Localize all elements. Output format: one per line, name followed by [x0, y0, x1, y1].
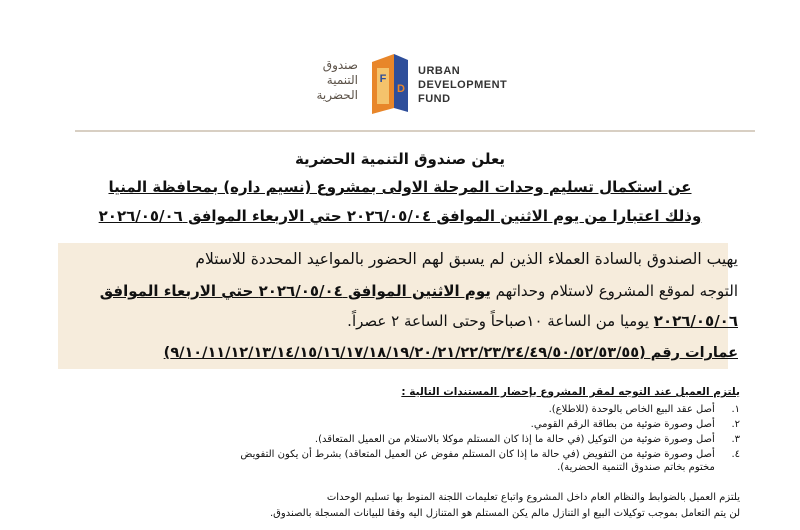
- band-line-3-hours: يوميا من الساعة ١٠صباحاً وحتى الساعة ٢ عصراً.: [347, 312, 654, 330]
- logo-arabic-name: [280, 58, 358, 103]
- svg-text:F: F: [379, 73, 387, 85]
- item-text: أصل وصورة ضوئية من التوكيل (في حالة ما إذا كان المستلم موكلا بالاستلام من العميل المتعاقد).: [314, 434, 715, 445]
- band-line-3: [347, 312, 738, 330]
- item-text: مختوم بخاتم صندوق التنمية الحضرية).: [557, 462, 715, 473]
- item-text: أصل وصورة ضوئية من التفويض (في حالة ما إذا كان المستلم مفوض عن العميل المتعاقد) بشرط أن يكون التفويض: [240, 449, 715, 460]
- item-number: ١.: [731, 404, 740, 415]
- urban-development-fund-logo: [280, 52, 510, 116]
- requirement-item: [549, 404, 740, 415]
- logo-english-name: [418, 64, 507, 106]
- logo-ar-line: التنمية: [326, 73, 358, 87]
- announcement-dates: وذلك اعتبارا من يوم الاثنين الموافق ٢٠٢٦/٠٥/٠٤ حتي الاربعاء الموافق ٢٠٢٦/٠٥/٠٦: [98, 207, 702, 225]
- announcement-title: يعلن صندوق التنمية الحضرية: [294, 150, 506, 168]
- band-line-2: [100, 282, 738, 300]
- band-line-2-dates: يوم الاثنين الموافق ٢٠٢٦/٠٥/٠٤ حتي الاربعاء الموافق: [99, 282, 491, 300]
- announcement-subtitle: عن استكمال تسليم وحدات المرحلة الاولى بمشروع (نسيم داره) بمحافظة المنيا: [108, 178, 692, 196]
- requirement-item: [315, 434, 740, 445]
- requirement-item-continued: [557, 462, 740, 473]
- item-text: أصل عقد البيع الخاص بالوحدة (للاطلاع).: [548, 404, 715, 415]
- band-line-3-date: ٢٠٢٦/٠٥/٠٦: [653, 312, 738, 330]
- note-power-of-attorney: لن يتم التعامل بموجب توكيلات البيع او التنازل مالم يكن المستلم هو المتنازل اليه وفقا للبيانات المسجلة بالصندوق.: [269, 508, 740, 519]
- requirement-item: [531, 419, 740, 430]
- item-number: ٤.: [731, 449, 740, 460]
- band-line-1: يهيب الصندوق بالسادة العملاء الذين لم يسبق لهم الحضور بالمواعيد المحددة للاستلام: [195, 250, 738, 268]
- logo-en-line: DEVELOPMENT: [418, 79, 508, 91]
- buildings-list: عمارات رقم (٩/١٠/١١/١٢/١٣/١٤/١٥/١٦/١٧/١٨/١٩/٢٠/٢١/٢٢/٢٣/٢٤/٤٩/٥٠/٥٢/٥٣/٥٥): [163, 345, 738, 361]
- item-text: أصل وصورة ضوئية من بطاقة الرقم القومي.: [530, 419, 715, 430]
- header-divider: [75, 130, 755, 132]
- logo-ar-line: الحضرية: [316, 88, 358, 102]
- logo-ar-line: صندوق: [322, 58, 358, 72]
- logo-mark-icon: [364, 52, 410, 116]
- band-line-2-text: التوجه لموقع المشروع لاستلام وحداتهم: [490, 282, 738, 300]
- item-number: ٢.: [731, 419, 740, 430]
- svg-text:D: D: [397, 83, 405, 95]
- logo-en-line: URBAN: [418, 65, 461, 77]
- requirements-heading: يلتزم العميل عند التوجه لمقر المشروع بإحضار المستندات التالية :: [401, 386, 740, 398]
- requirement-item: [240, 449, 740, 460]
- note-conduct: يلتزم العميل بالضوابط والنظام العام داخل المشروع واتباع تعليمات اللجنة المنوط بها تسليم الوحدات: [326, 492, 740, 503]
- item-number: ٣.: [731, 434, 740, 445]
- logo-en-line: FUND: [418, 93, 451, 105]
